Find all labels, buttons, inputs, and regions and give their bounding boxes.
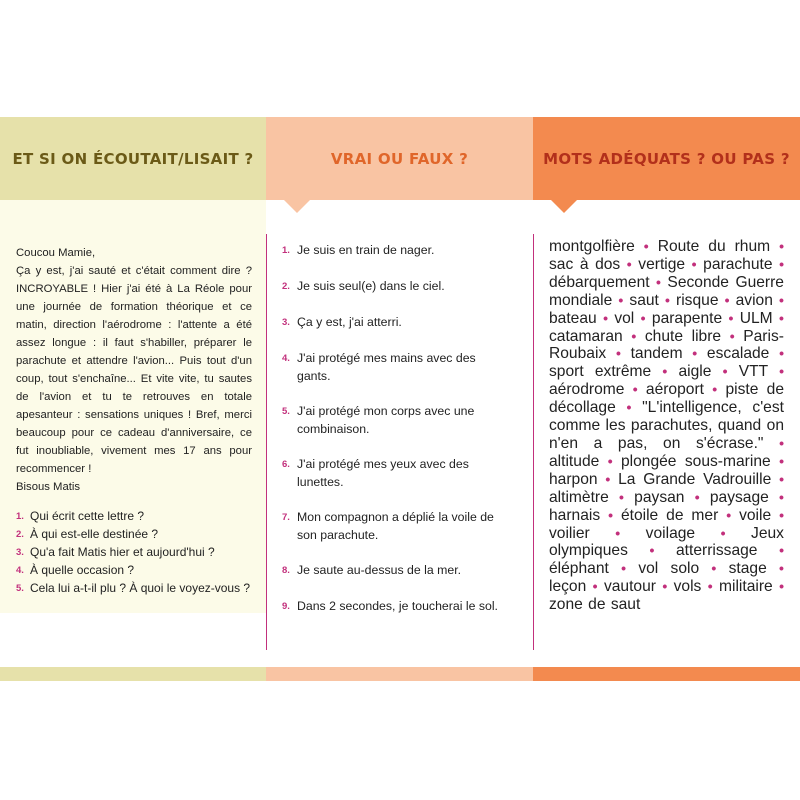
list-item: 5. Cela lui a-t-il plu ? À quoi le voyez-vous ? [16,581,251,595]
list-item: 2. Je suis seul(e) dans le ciel. [282,279,445,293]
letter-text [16,244,252,496]
word-item: harnais [549,506,601,524]
word-item: zone de saut [549,596,641,614]
separator-dot: • [779,345,784,362]
word-item: vol solo [638,560,700,578]
separator-dot: • [603,309,608,326]
header-pointer [551,200,577,213]
separator-dot: • [779,542,784,559]
column-header [0,117,266,200]
separator-dot: • [779,255,784,272]
separator-dot: • [607,452,613,469]
word-item: La Grande Vadrouille [618,470,772,488]
column-listening [0,117,266,681]
word-item: plongée sous-marine [620,452,771,470]
word-item: ULM [739,309,773,327]
question-list [16,508,256,598]
column-header [533,117,800,200]
word-item: vautour [603,578,656,596]
separator-dot: • [615,524,621,541]
list-item: 1. Je suis en train de nager. [282,243,435,257]
word-item: paysan [634,488,685,506]
footer-band [0,667,266,681]
word-item: aérodrome [549,381,625,399]
list-item: 2. À qui est-elle destinée ? [16,527,159,541]
word-item: étoile de mer [620,506,719,524]
word-item: stage [728,560,767,578]
separator-dot: • [626,255,632,272]
word-item: montgolfière [549,238,635,255]
separator-dot: • [722,363,728,380]
separator-dot: • [626,399,632,416]
separator-dot: • [779,506,784,523]
word-item: paysage [709,488,769,506]
word-item: voilage [645,524,696,542]
separator-dot: • [779,452,784,469]
footer-band [266,667,533,681]
word-item: Paris-Roubaix [549,327,784,363]
separator-dot: • [605,470,611,487]
footer-band [533,667,800,681]
word-item: escalade [706,345,770,363]
list-item: 3. Qu'a fait Matis hier et aujourd'hui ? [16,545,215,559]
word-item: sport extrême [549,363,652,381]
word-item: aigle [678,363,712,381]
word-list [549,238,784,614]
column-words [533,117,800,681]
separator-dot: • [707,578,713,595]
word-item: chute libre [644,327,722,345]
header-pointer [284,200,310,213]
word-item: parachute [703,255,773,273]
separator-dot: • [631,327,637,344]
word-item: bateau [549,309,597,327]
separator-dot: • [711,560,717,577]
column-title: ET SI ON ÉCOUTAIT/LISAIT ? [12,149,254,168]
word-item: vertige [638,255,686,273]
letter-signature: Bisous Matis [16,481,81,493]
list-item: 4. À quelle occasion ? [16,563,135,577]
word-item: éléphant [549,560,609,578]
word-item: militaire [719,578,773,596]
word-item: piste de décollage [549,381,785,417]
separator-dot: • [662,363,668,380]
separator-dot: • [618,291,624,308]
column-divider [266,234,267,650]
separator-dot: • [608,506,613,523]
word-item: tandem [630,345,683,363]
word-item: risque [676,291,719,309]
word-item: leçon [549,578,587,596]
separator-dot: • [779,488,784,505]
separator-dot: • [779,434,784,451]
word-item: vol [614,309,635,327]
word-item: saut [629,291,659,309]
word-item: "L'intelligence, c'est comme les parachutes, quand on n'en a pas, on s'écrase." [549,399,784,452]
separator-dot: • [643,238,649,254]
word-item: altimètre [549,488,609,506]
list-item: 6. J'ai protégé mes yeux avec des lunettes. [282,457,469,489]
list-item: 7. Mon compagnon a déplié la voile de son parachute. [282,510,494,542]
separator-dot: • [779,363,784,380]
letter-greeting: Coucou Mamie, [16,247,96,259]
separator-dot: • [656,273,661,290]
separator-dot: • [694,488,700,505]
separator-dot: • [779,309,784,326]
list-item: 4. J'ai protégé mes mains avec des gants. [282,351,476,383]
letter-body: Ça y est, j'ai sauté et c'était comment dire ? INCROYABLE ! Hier j'ai été à La Réole pour une journée de formation théorique et ce matin, direction l'aérodrome : l'attente a été assez longue : il faut s'habiller, préparer le parachute et attendre l'avion... Puis tout d'un coup, tout s'enchaîne... Et vite vite, tu sautes de l'avion et tu te retrouves en totale apesanteur : sensations uniques ! Bref, merci beaucoup pour ce cadeau d'anniversaire, ce fut inoubliable, vivement mes 17 ans pour recommencer ! [16,265,252,475]
separator-dot: • [615,345,621,362]
word-item: atterrissage [676,542,758,560]
separator-dot: • [619,488,624,505]
list-item: 9. Dans 2 secondes, je toucherai le sol. [282,599,498,613]
separator-dot: • [692,345,698,362]
list-item: 5. J'ai protégé mon corps avec une combinaison. [282,404,475,436]
word-item: Jeux olympiques [549,524,784,560]
word-item: sac à dos [549,255,621,273]
word-item: débarquement [549,273,650,291]
separator-dot: • [729,327,735,344]
separator-dot: • [720,524,726,541]
word-item: catamaran [549,327,623,345]
separator-dot: • [726,506,732,523]
separator-dot: • [665,291,670,308]
separator-dot: • [712,381,718,398]
word-item: harpon [549,470,598,488]
list-item: 8. Je saute au-dessus de la mer. [282,563,462,577]
separator-dot: • [724,291,730,308]
list-item: 1. Qui écrit cette lettre ? [16,509,145,523]
separator-dot: • [640,309,646,326]
word-item: Route du rhum [657,238,771,255]
word-item: avion [735,291,773,309]
separator-dot: • [592,578,598,595]
separator-dot: • [691,255,697,272]
separator-dot: • [621,560,627,577]
word-item: Seconde Guerre mondiale [549,273,784,309]
word-item: voile [739,506,772,524]
separator-dot: • [779,470,784,487]
separator-dot: • [662,578,668,595]
statement-list [282,241,512,633]
word-item: vols [673,578,702,596]
column-true-false [266,117,533,681]
separator-dot: • [779,238,785,254]
word-item: voilier [549,524,590,542]
list-item: 3. Ça y est, j'ai atterri. [282,315,402,329]
separator-dot: • [779,291,784,308]
column-header [266,117,533,200]
separator-dot: • [728,309,734,326]
separator-dot: • [779,578,784,595]
separator-dot: • [632,381,638,398]
word-item: altitude [549,452,600,470]
column-title: VRAI OU FAUX ? [330,149,469,168]
word-item: aéroport [645,381,704,399]
separator-dot: • [779,560,784,577]
column-divider [533,234,534,650]
word-item: VTT [738,363,768,381]
separator-dot: • [649,542,655,559]
word-item: parapente [651,309,723,327]
column-title: MOTS ADÉQUATS ? OU PAS ? [543,149,790,168]
